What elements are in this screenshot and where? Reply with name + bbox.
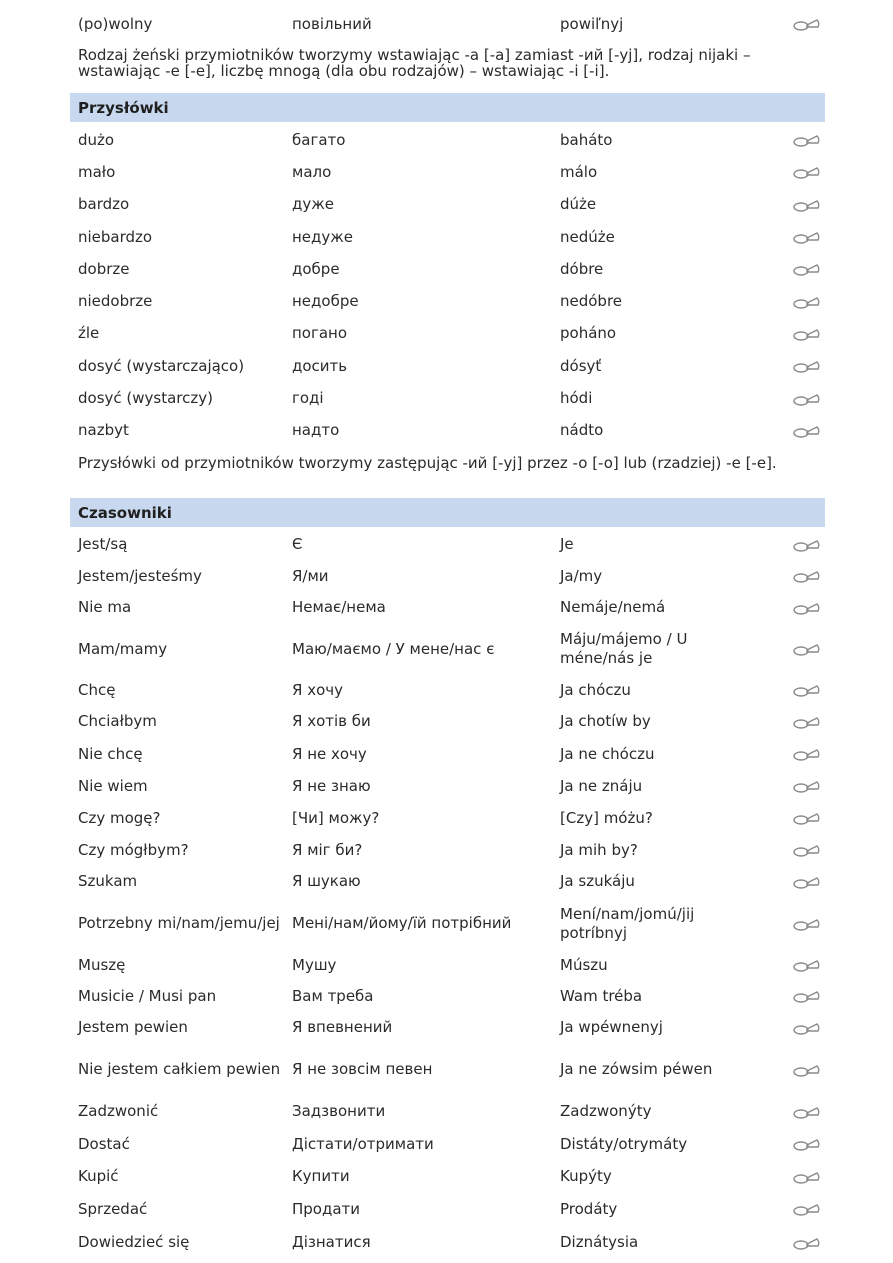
ukrainian-term: досить	[292, 356, 348, 375]
speaker-horn-icon[interactable]	[792, 1104, 822, 1120]
speaker-horn-icon[interactable]	[792, 600, 822, 616]
speaker-horn-icon[interactable]	[792, 537, 822, 553]
transliteration: dósyť	[560, 356, 602, 375]
polish-term: niedobrze	[78, 292, 153, 311]
ukrainian-term: погано	[292, 324, 348, 343]
transliteration: Ja/my	[560, 566, 603, 585]
phrase-row	[70, 350, 825, 382]
speaker-horn-icon[interactable]	[792, 714, 822, 730]
ukrainian-term: надто	[292, 421, 340, 440]
polish-term: Jest/są	[78, 535, 128, 554]
phrase-row	[70, 221, 825, 253]
phrase-row	[70, 156, 825, 188]
speaker-horn-icon[interactable]	[792, 358, 822, 374]
polish-term: (po)wolny	[78, 14, 153, 33]
transliteration: Ja szukáju	[560, 872, 635, 891]
ukrainian-term: Маю/маємо / У мене/нас є	[292, 639, 495, 658]
ukrainian-term: добре	[292, 259, 340, 278]
transliteration: Máju/májemo / U méne/nás je	[560, 630, 688, 667]
polish-term: Nie jestem całkiem pewien	[78, 1060, 281, 1078]
transliteration: Wam tréba	[560, 986, 643, 1005]
transliteration: dóbre	[560, 259, 604, 278]
transliteration: baháto	[560, 130, 613, 149]
transliteration: Nemáje/nemá	[560, 598, 666, 617]
speaker-horn-icon[interactable]	[792, 261, 822, 277]
speaker-horn-icon[interactable]	[792, 164, 822, 180]
polish-term: źle	[78, 324, 100, 343]
polish-term: Musicie / Musi pan	[78, 986, 217, 1005]
ukrainian-term: [Чи] можу?	[292, 808, 380, 827]
phrase-row	[70, 189, 825, 221]
transliteration: Zadzwonýty	[560, 1102, 652, 1120]
ukrainian-term: мало	[292, 162, 332, 181]
polish-term: Chcę	[78, 680, 116, 699]
polish-term: Potrzebny mi/nam/jemu/jej	[78, 914, 280, 932]
polish-term: Mam/mamy	[78, 639, 168, 658]
transliteration: nedúże	[560, 227, 615, 246]
speaker-horn-icon[interactable]	[792, 1020, 822, 1036]
speaker-horn-icon[interactable]	[792, 229, 822, 245]
ukrainian-term: Я міг би?	[292, 840, 363, 859]
ukrainian-term: Я не хочу	[292, 744, 367, 763]
phrase-row	[70, 1193, 825, 1226]
phrase-row	[70, 866, 825, 898]
ukrainian-term: Я/ми	[292, 566, 329, 585]
ukrainian-term: Я впевнений	[292, 1018, 393, 1037]
phrase-row	[70, 771, 825, 803]
polish-term: niebardzo	[78, 227, 153, 246]
transliteration: dúże	[560, 195, 597, 214]
transliteration: Je	[560, 535, 574, 554]
polish-term: Muszę	[78, 955, 126, 974]
speaker-horn-icon[interactable]	[792, 988, 822, 1004]
transliteration: Ja chotíw by	[560, 712, 651, 731]
phrase-row	[70, 253, 825, 285]
ukrainian-term: недуже	[292, 227, 354, 246]
speaker-horn-icon[interactable]	[792, 778, 822, 794]
polish-term: dużo	[78, 130, 115, 149]
speaker-horn-icon[interactable]	[792, 682, 822, 698]
transliteration: Ja mih by?	[560, 840, 638, 859]
speaker-horn-icon[interactable]	[792, 16, 822, 32]
speaker-horn-icon[interactable]	[792, 916, 822, 932]
polish-term: Czy mógłbym?	[78, 840, 189, 859]
speaker-horn-icon[interactable]	[792, 1062, 822, 1078]
transliteration: Prodáty	[560, 1199, 618, 1218]
phrase-row	[70, 1012, 825, 1044]
polish-term: mało	[78, 162, 116, 181]
speaker-horn-icon[interactable]	[792, 842, 822, 858]
transliteration: Diznátysia	[560, 1233, 639, 1251]
polish-term: Nie chcę	[78, 744, 143, 763]
phrase-row	[70, 1096, 825, 1128]
transliteration: powiľnyj	[560, 14, 624, 33]
phrase-row	[70, 738, 825, 771]
transliteration: Ja ne znáju	[560, 776, 643, 795]
transliteration: Mení/nam/jomú/jij potríbnyj	[560, 904, 695, 942]
ukrainian-term: годі	[292, 389, 324, 408]
phrase-row	[70, 592, 825, 624]
ukrainian-term: Продати	[292, 1199, 361, 1218]
polish-term: Czy mogę?	[78, 808, 161, 827]
ukrainian-term: Я не знаю	[292, 776, 371, 795]
phrase-row	[70, 286, 825, 318]
phrase-row	[70, 675, 825, 707]
transliteration: Ja ne chóczu	[560, 744, 655, 763]
ukrainian-term: недобре	[292, 292, 359, 311]
polish-term: Szukam	[78, 872, 138, 891]
phrase-row	[70, 950, 825, 981]
phrase-row	[70, 9, 825, 39]
phrase-row	[70, 124, 825, 156]
adverbs-note: Przysłówki od przymiotników tworzymy zastępując -ий [-yj] przez -o [-o] lub (rzadziej) -e [-e].	[78, 454, 777, 472]
speaker-horn-icon[interactable]	[792, 568, 822, 584]
phrase-row	[70, 898, 825, 950]
speaker-horn-icon[interactable]	[792, 1235, 822, 1251]
polish-term: dosyć (wystarczająco)	[78, 356, 245, 375]
speaker-horn-icon[interactable]	[792, 1169, 822, 1185]
polish-term: Kupić	[78, 1167, 119, 1185]
ukrainian-term: Я не зовсім певен	[292, 1060, 433, 1078]
transliteration: [Czy] móżu?	[560, 808, 653, 827]
transliteration: Ja chóczu	[560, 680, 631, 699]
speaker-horn-icon[interactable]	[792, 294, 822, 310]
polish-term: Nie wiem	[78, 776, 148, 795]
speaker-horn-icon[interactable]	[792, 1201, 822, 1217]
speaker-horn-icon[interactable]	[792, 957, 822, 973]
speaker-horn-icon[interactable]	[792, 641, 822, 657]
ukrainian-term: Немає/нема	[292, 598, 386, 617]
phrase-row	[70, 318, 825, 350]
ukrainian-term: повільний	[292, 14, 372, 33]
speaker-horn-icon[interactable]	[792, 874, 822, 890]
phrase-row	[70, 415, 825, 447]
polish-term: Dowiedzieć się	[78, 1233, 190, 1251]
adjectives-note: Rodzaj żeński przymiotników tworzymy wstawiając -a [-a] zamiast -ий [-yj], rodzaj nijaki – wstawiając -e [-e], liczbę mnogą (dla obu rodzajów) – wstawiając -i [-i].	[78, 46, 751, 80]
phrase-row	[70, 706, 825, 738]
speaker-horn-icon[interactable]	[792, 810, 822, 826]
ukrainian-term: Мушу	[292, 955, 337, 974]
transliteration: Distáty/otrymáty	[560, 1134, 688, 1153]
transliteration: hódi	[560, 389, 593, 408]
ukrainian-term: Вам треба	[292, 986, 374, 1005]
speaker-horn-icon[interactable]	[792, 391, 822, 407]
speaker-horn-icon[interactable]	[792, 746, 822, 762]
ukrainian-term: Є	[292, 535, 303, 554]
transliteration: Múszu	[560, 955, 608, 974]
section-header-adverbs: Przysłówki	[70, 93, 825, 122]
speaker-horn-icon[interactable]	[792, 423, 822, 439]
polish-term: Jestem/jesteśmy	[78, 566, 202, 585]
phrase-row	[70, 561, 825, 593]
transliteration: Kupýty	[560, 1167, 612, 1185]
transliteration: nádto	[560, 421, 604, 440]
transliteration: Ja ne zówsim péwen	[560, 1060, 713, 1078]
speaker-horn-icon[interactable]	[792, 1136, 822, 1152]
polish-term: Jestem pewien	[78, 1018, 188, 1037]
ukrainian-term: Я шукаю	[292, 872, 361, 891]
ukrainian-term: Я хочу	[292, 680, 343, 699]
transliteration: nedóbre	[560, 292, 623, 311]
phrase-row	[70, 981, 825, 1013]
phrase-row	[70, 529, 825, 561]
speaker-horn-icon[interactable]	[792, 197, 822, 213]
ukrainian-term: Я хотів би	[292, 712, 371, 731]
phrase-row	[70, 382, 825, 414]
section-header-verbs: Czasowniki	[70, 498, 825, 527]
phrase-row	[70, 835, 825, 867]
phrase-row	[70, 1161, 825, 1193]
speaker-horn-icon[interactable]	[792, 326, 822, 342]
ukrainian-term: дуже	[292, 195, 334, 214]
polish-term: bardzo	[78, 195, 130, 214]
phrase-row	[70, 624, 825, 675]
ukrainian-term: Дізнатися	[292, 1233, 371, 1251]
phrase-row	[70, 802, 825, 835]
polish-term: nazbyt	[78, 421, 129, 440]
polish-term: Dostać	[78, 1134, 130, 1153]
ukrainian-term: Дістати/отримати	[292, 1134, 434, 1153]
ukrainian-term: Задзвонити	[292, 1102, 386, 1120]
speaker-horn-icon[interactable]	[792, 132, 822, 148]
ukrainian-term: багато	[292, 130, 346, 149]
polish-term: dosyć (wystarczy)	[78, 389, 213, 408]
polish-term: Sprzedać	[78, 1199, 148, 1218]
transliteration: poháno	[560, 324, 617, 343]
ukrainian-term: Купити	[292, 1167, 350, 1185]
ukrainian-term: Мені/нам/йому/їй потрібний	[292, 914, 512, 932]
polish-term: dobrze	[78, 259, 130, 278]
phrase-row	[70, 1226, 825, 1260]
polish-term: Zadzwonić	[78, 1102, 159, 1120]
phrase-row	[70, 1128, 825, 1161]
transliteration: málo	[560, 162, 598, 181]
polish-term: Nie ma	[78, 598, 132, 617]
transliteration: Ja wpéwnenyj	[560, 1018, 663, 1037]
phrase-row	[70, 1044, 825, 1096]
polish-term: Chciałbym	[78, 712, 157, 731]
